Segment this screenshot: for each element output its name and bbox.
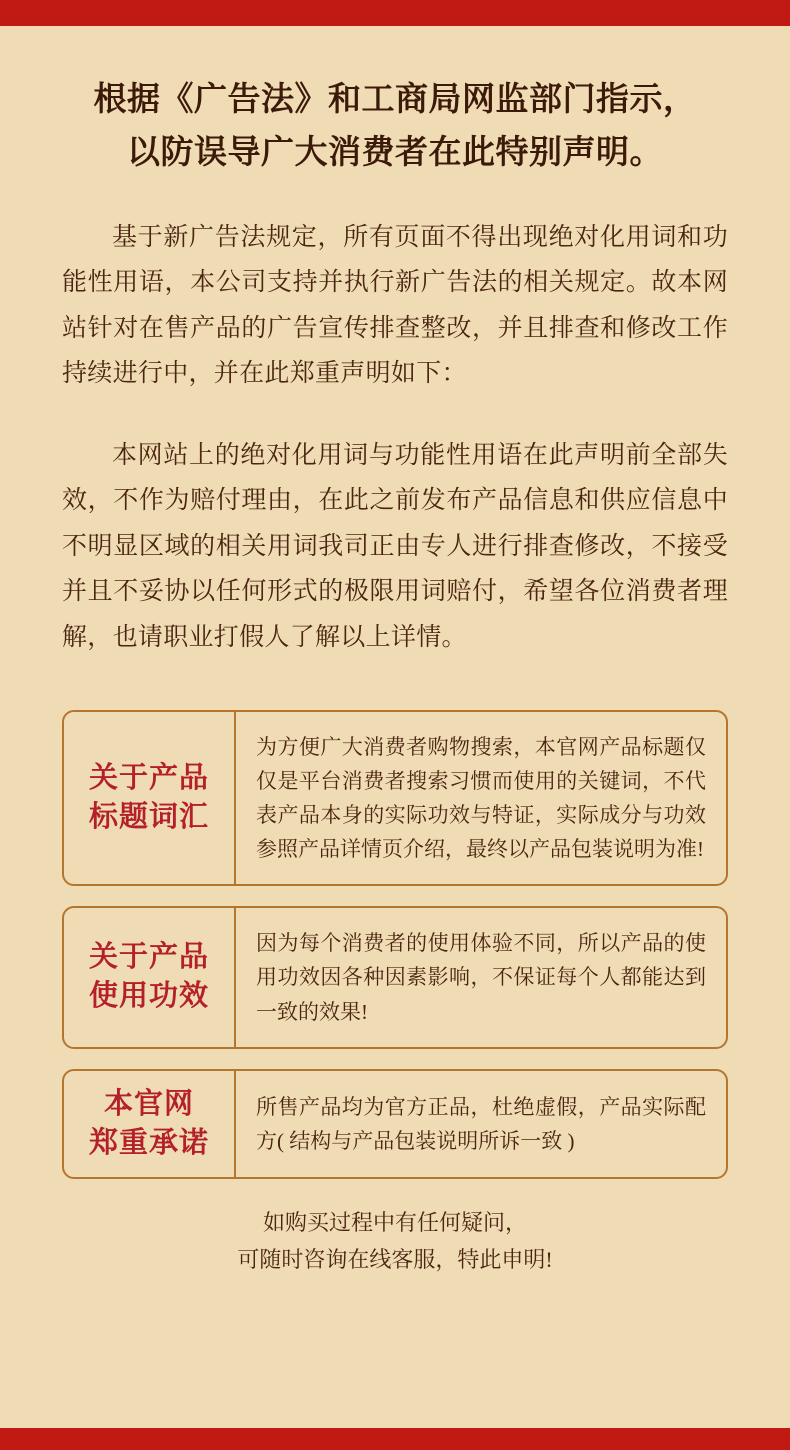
footer-note-line-2: 可随时咨询在线客服，特此申明! (237, 1246, 553, 1272)
card-title (64, 712, 236, 884)
card-body: 为方便广大消费者购物搜索，本官网产品标题仅仅是平台消费者搜索习惯而使用的关键词，不代表产品本身的实际功效与特证，实际成分与功效参照产品详情页介绍，最终以产品包装说明为准! (256, 735, 706, 862)
card-title-line-1: 关于产品 (88, 762, 209, 794)
card-title-line-2: 郑重承诺 (88, 1126, 209, 1159)
statement-card (62, 906, 728, 1048)
page-title-line-1: 根据《广告法》和工商局网监部门指示， (93, 82, 697, 118)
statement-card (62, 710, 728, 886)
footer-note-line-1: 如购买过程中有任何疑问， (262, 1210, 527, 1236)
footer-note (62, 1205, 728, 1278)
top-red-band (0, 0, 790, 26)
card-body: 所售产品均为官方正品，杜绝虚假，产品实际配方( 结构与产品包装说明所诉一致 ) (256, 1094, 706, 1153)
statement-panel (0, 26, 790, 1428)
page-title-line-2: 以防误导广大消费者在此特别声明。 (127, 135, 663, 172)
card-title (64, 908, 236, 1046)
card-title-line-1: 本官网 (103, 1087, 194, 1120)
card-title-line-1: 关于产品 (88, 941, 209, 974)
statement-paragraph-1: 基于新广告法规定，所有页面不得出现绝对化用词和功能性用语，本公司支持并执行新广告法的相关规定。故本网站针对在售产品的广告宣传排查整改，并且排查和修改工作持续进行中，并在此郑重声明如下： (62, 223, 728, 388)
statement-card-list (62, 710, 728, 1179)
page-title (62, 26, 728, 181)
statement-card (62, 1069, 728, 1180)
card-title-line-2: 使用功效 (88, 980, 209, 1013)
card-title-line-2: 标题词汇 (88, 801, 209, 834)
statement-paragraph-2: 本网站上的绝对化用词与功能性用语在此声明前全部失效，不作为赔付理由，在此之前发布产品信息和供应信息中不明显区域的相关用词我司正由专人进行排查修改，不接受并且不妥协以任何形式的极限用词赔付，希望各位消费者理解，也请职业打假人了解以上详情。 (62, 441, 728, 651)
card-title (64, 1071, 236, 1178)
card-body: 因为每个消费者的使用体验不同，所以产品的使用功效因各种因素影响，不保证每个人都能达到一致的效果! (256, 931, 706, 1024)
bottom-red-band (0, 1428, 790, 1450)
